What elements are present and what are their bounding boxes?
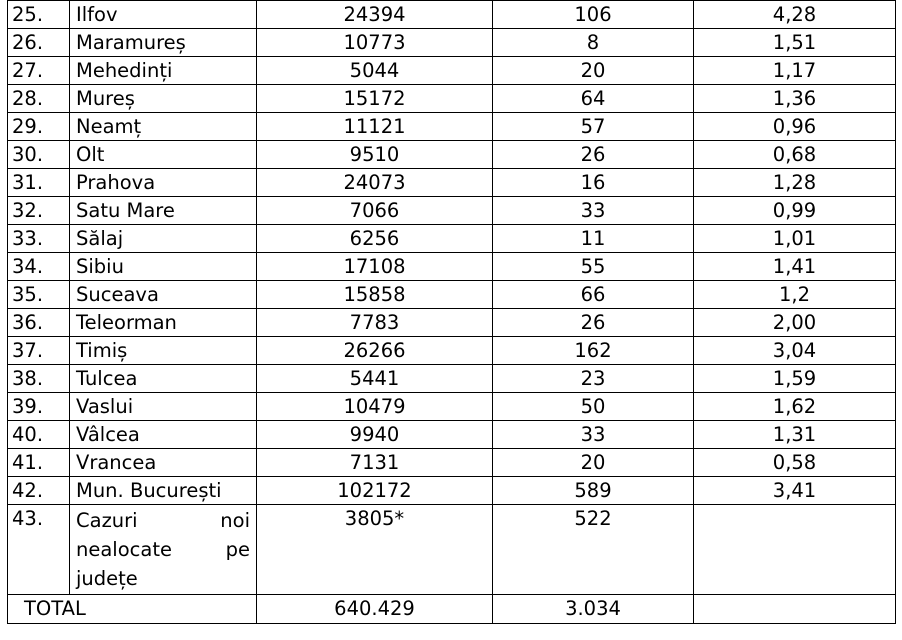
row-number: 41. [8, 449, 70, 477]
county-name: Timiș [70, 337, 257, 365]
new-cases-cell: 20 [493, 57, 694, 85]
table-row [8, 365, 896, 393]
unallocated-cases-cell: 3805* [257, 505, 493, 595]
table-row [8, 309, 896, 337]
total-cases-cell: 24073 [257, 169, 493, 197]
table-row [8, 113, 896, 141]
county-name: Suceava [70, 281, 257, 309]
county-name: Satu Mare [70, 197, 257, 225]
incidence-rate-cell: 1,62 [694, 393, 896, 421]
total-cases-cell: 24394 [257, 1, 493, 29]
total-cases-cell: 7783 [257, 309, 493, 337]
county-name: Maramureș [70, 29, 257, 57]
incidence-rate-cell: 3,04 [694, 337, 896, 365]
table-row [8, 281, 896, 309]
new-cases-cell: 57 [493, 113, 694, 141]
table-body [8, 1, 896, 624]
row-number: 32. [8, 197, 70, 225]
incidence-rate-cell: 1,41 [694, 253, 896, 281]
incidence-rate-cell: 2,00 [694, 309, 896, 337]
new-cases-cell: 589 [493, 477, 694, 505]
new-cases-cell: 23 [493, 365, 694, 393]
new-cases-cell: 50 [493, 393, 694, 421]
total-cases-cell: 7131 [257, 449, 493, 477]
table-row [8, 57, 896, 85]
table-row [8, 169, 896, 197]
table-row [8, 337, 896, 365]
new-cases-cell: 20 [493, 449, 694, 477]
row-number: 42. [8, 477, 70, 505]
total-row [8, 595, 896, 624]
incidence-rate-cell: 1,31 [694, 421, 896, 449]
new-cases-cell: 33 [493, 421, 694, 449]
county-name: Teleorman [70, 309, 257, 337]
incidence-rate-cell: 0,58 [694, 449, 896, 477]
unallocated-row [8, 505, 896, 595]
new-cases-cell: 11 [493, 225, 694, 253]
total-cases-cell: 10773 [257, 29, 493, 57]
county-name: Mehedinți [70, 57, 257, 85]
total-cases-cell: 6256 [257, 225, 493, 253]
incidence-rate-cell: 0,99 [694, 197, 896, 225]
total-cases-cell: 5044 [257, 57, 493, 85]
county-name: Neamț [70, 113, 257, 141]
county-name: Prahova [70, 169, 257, 197]
table-row [8, 477, 896, 505]
row-number: 28. [8, 85, 70, 113]
row-number: 31. [8, 169, 70, 197]
total-rate-cell [694, 595, 896, 624]
county-name: Tulcea [70, 365, 257, 393]
new-cases-cell: 64 [493, 85, 694, 113]
unallocated-new-cell: 522 [493, 505, 694, 595]
table-row [8, 197, 896, 225]
total-cases-cell: 5441 [257, 365, 493, 393]
row-number: 36. [8, 309, 70, 337]
table-row [8, 393, 896, 421]
incidence-rate-cell: 1,2 [694, 281, 896, 309]
new-cases-cell: 8 [493, 29, 694, 57]
new-cases-cell: 66 [493, 281, 694, 309]
row-number: 34. [8, 253, 70, 281]
table-row [8, 449, 896, 477]
total-label: TOTAL [8, 595, 257, 624]
incidence-rate-cell: 4,28 [694, 1, 896, 29]
row-number: 43. [8, 505, 70, 595]
county-name: Ilfov [70, 1, 257, 29]
total-cases-cell: 9940 [257, 421, 493, 449]
incidence-rate-cell: 3,41 [694, 477, 896, 505]
new-cases-cell: 16 [493, 169, 694, 197]
total-cases-cell: 10479 [257, 393, 493, 421]
county-name: Mun. București [70, 477, 257, 505]
county-name: Sălaj [70, 225, 257, 253]
unallocated-label: Cazuri noi nealocate pe județe [70, 505, 257, 595]
table-row [8, 85, 896, 113]
row-number: 40. [8, 421, 70, 449]
table-row [8, 1, 896, 29]
total-cases-cell: 17108 [257, 253, 493, 281]
row-number: 26. [8, 29, 70, 57]
total-cases-cell: 7066 [257, 197, 493, 225]
county-name: Vrancea [70, 449, 257, 477]
incidence-rate-cell: 1,36 [694, 85, 896, 113]
incidence-rate-cell: 1,28 [694, 169, 896, 197]
row-number: 33. [8, 225, 70, 253]
unallocated-rate-cell [694, 505, 896, 595]
row-number: 27. [8, 57, 70, 85]
new-cases-cell: 106 [493, 1, 694, 29]
table-row [8, 253, 896, 281]
new-cases-cell: 162 [493, 337, 694, 365]
incidence-rate-cell: 1,59 [694, 365, 896, 393]
incidence-rate-cell: 0,96 [694, 113, 896, 141]
new-cases-cell: 26 [493, 309, 694, 337]
county-name: Vaslui [70, 393, 257, 421]
total-cases-cell: 26266 [257, 337, 493, 365]
new-cases-cell: 26 [493, 141, 694, 169]
total-cases-cell: 640.429 [257, 595, 493, 624]
row-number: 35. [8, 281, 70, 309]
table-row [8, 421, 896, 449]
table-row [8, 29, 896, 57]
total-cases-cell: 15858 [257, 281, 493, 309]
county-name: Olt [70, 141, 257, 169]
incidence-rate-cell: 0,68 [694, 141, 896, 169]
total-cases-cell: 11121 [257, 113, 493, 141]
row-number: 37. [8, 337, 70, 365]
table-row [8, 225, 896, 253]
county-name: Vâlcea [70, 421, 257, 449]
county-name: Sibiu [70, 253, 257, 281]
total-cases-cell: 9510 [257, 141, 493, 169]
county-name: Mureș [70, 85, 257, 113]
total-new-cell: 3.034 [493, 595, 694, 624]
row-number: 30. [8, 141, 70, 169]
row-number: 25. [8, 1, 70, 29]
row-number: 39. [8, 393, 70, 421]
county-cases-table [7, 0, 896, 624]
incidence-rate-cell: 1,17 [694, 57, 896, 85]
row-number: 29. [8, 113, 70, 141]
total-cases-cell: 102172 [257, 477, 493, 505]
new-cases-cell: 33 [493, 197, 694, 225]
incidence-rate-cell: 1,51 [694, 29, 896, 57]
total-cases-cell: 15172 [257, 85, 493, 113]
row-number: 38. [8, 365, 70, 393]
table-row [8, 141, 896, 169]
new-cases-cell: 55 [493, 253, 694, 281]
incidence-rate-cell: 1,01 [694, 225, 896, 253]
